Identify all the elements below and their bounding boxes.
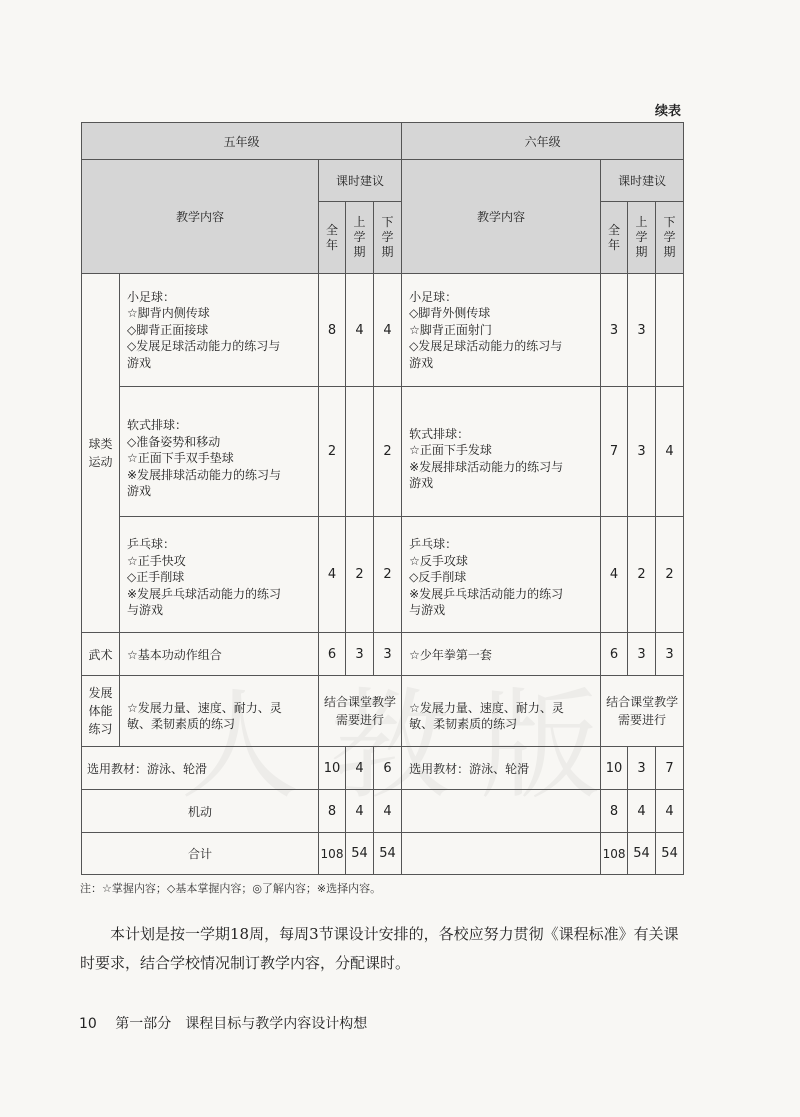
content-left-elective: 选用教材：游泳、轮滑: [82, 747, 319, 790]
hours-cell: 4: [601, 517, 628, 633]
hours-cell: 6: [601, 633, 628, 676]
table-row-elective: [82, 747, 684, 790]
hours-cell: 6: [319, 633, 346, 676]
hours-cell: [346, 387, 374, 517]
content-header-right: 教学内容: [402, 160, 601, 274]
content-right-football: 小足球： ◇脚背外侧传球 ☆脚背正面射门 ◇发展足球活动能力的练习与 游戏: [402, 274, 601, 387]
hours-cell: 2: [346, 517, 374, 633]
content-left-table-tennis: 乒乓球： ☆正手快攻 ◇正手削球 ※发展乒乓球活动能力的练习 与游戏: [120, 517, 319, 633]
hours-cell: 3: [628, 387, 656, 517]
content-right-wushu: ☆少年拳第一套: [402, 633, 601, 676]
hours-cell: 3: [628, 633, 656, 676]
hours-cell: 4: [656, 387, 684, 517]
hours-cell: 2: [656, 517, 684, 633]
hours-note-right: 结合课堂教学需要进行: [601, 676, 684, 747]
hours-cell: 3: [601, 274, 628, 387]
hours-cell: 108: [601, 833, 628, 875]
hours-cell: 4: [374, 790, 402, 833]
course-hours-table: [81, 122, 684, 875]
hours-cell: 8: [319, 790, 346, 833]
page-footer: [79, 1013, 367, 1033]
hours-cell: 7: [601, 387, 628, 517]
table-note: 注：☆掌握内容；◇基本掌握内容；◎了解内容；※选择内容。: [80, 882, 382, 895]
table-row-fitness: [82, 676, 684, 747]
full-year-header-left: 全年: [319, 202, 346, 274]
hours-cell: 3: [628, 747, 656, 790]
content-right-elective: 选用教材：游泳、轮滑: [402, 747, 601, 790]
total-label: 合计: [82, 833, 319, 875]
hours-cell: 7: [656, 747, 684, 790]
body-paragraph: 本计划是按一学期18周，每周3节课设计安排的，各校应努力贯彻《课程标准》有关课时要求，结合学校情况制订教学内容，分配课时。: [80, 925, 679, 972]
content-header-left: 教学内容: [82, 160, 319, 274]
hours-cell: 4: [628, 790, 656, 833]
hours-cell: 54: [656, 833, 684, 875]
table-row-table-tennis: [82, 517, 684, 633]
content-right-table-tennis: 乒乓球： ☆反手攻球 ◇反手削球 ※发展乒乓球活动能力的练习 与游戏: [402, 517, 601, 633]
table-row-total: [82, 833, 684, 875]
empty-cell: [402, 833, 601, 875]
hours-cell: 2: [374, 517, 402, 633]
hours-suggestion-left: 课时建议: [319, 160, 402, 202]
table-row-volleyball: [82, 387, 684, 517]
term1-header-right: 上学期: [628, 202, 656, 274]
hours-cell: 4: [346, 747, 374, 790]
hours-cell: [656, 274, 684, 387]
hours-cell: 3: [374, 633, 402, 676]
empty-cell: [402, 790, 601, 833]
section-title: 第一部分 课程目标与教学内容设计构想: [115, 1016, 368, 1032]
hours-note-left: 结合课堂教学需要进行: [319, 676, 402, 747]
hours-cell: 2: [319, 387, 346, 517]
hours-cell: 4: [319, 517, 346, 633]
hours-suggestion-right: 课时建议: [601, 160, 684, 202]
hours-cell: 3: [656, 633, 684, 676]
grade-6-header: 六年级: [402, 123, 684, 160]
page-number: 10: [79, 1016, 97, 1032]
category-fitness: 发展体能练习: [82, 676, 120, 747]
hours-cell: 54: [374, 833, 402, 875]
table-row-wushu: [82, 633, 684, 676]
content-right-fitness: ☆发展力量、速度、耐力、灵 敏、柔韧素质的练习: [402, 676, 601, 747]
hours-cell: 108: [319, 833, 346, 875]
hours-cell: 2: [374, 387, 402, 517]
content-right-volleyball: 软式排球： ☆正面下手发球 ※发展排球活动能力的练习与 游戏: [402, 387, 601, 517]
table-row-football: [82, 274, 684, 387]
hours-cell: 4: [346, 790, 374, 833]
content-left-football: 小足球： ☆脚背内侧传球 ◇脚背正面接球 ◇发展足球活动能力的练习与 游戏: [120, 274, 319, 387]
category-wushu: 武术: [82, 633, 120, 676]
grade-5-header: 五年级: [82, 123, 402, 160]
table-row-flexible: [82, 790, 684, 833]
hours-cell: 8: [319, 274, 346, 387]
hours-cell: 6: [374, 747, 402, 790]
hours-cell: 8: [601, 790, 628, 833]
full-year-header-right: 全年: [601, 202, 628, 274]
hours-cell: 4: [374, 274, 402, 387]
hours-cell: 54: [628, 833, 656, 875]
flexible-label: 机动: [82, 790, 319, 833]
category-ball-sports: 球类运动: [82, 274, 120, 633]
continued-table-label: 续表: [654, 104, 681, 119]
hours-cell: 3: [628, 274, 656, 387]
content-left-wushu: ☆基本功动作组合: [120, 633, 319, 676]
hours-cell: 3: [346, 633, 374, 676]
hours-cell: 10: [601, 747, 628, 790]
term2-header-left: 下学期: [374, 202, 402, 274]
hours-cell: 4: [346, 274, 374, 387]
hours-cell: 54: [346, 833, 374, 875]
term1-header-left: 上学期: [346, 202, 374, 274]
content-left-fitness: ☆发展力量、速度、耐力、灵 敏、柔韧素质的练习: [120, 676, 319, 747]
content-left-volleyball: 软式排球： ◇准备姿势和移动 ☆正面下手双手垫球 ※发展排球活动能力的练习与 游戏: [120, 387, 319, 517]
hours-cell: 10: [319, 747, 346, 790]
hours-cell: 2: [628, 517, 656, 633]
hours-cell: 4: [656, 790, 684, 833]
term2-header-right: 下学期: [656, 202, 684, 274]
